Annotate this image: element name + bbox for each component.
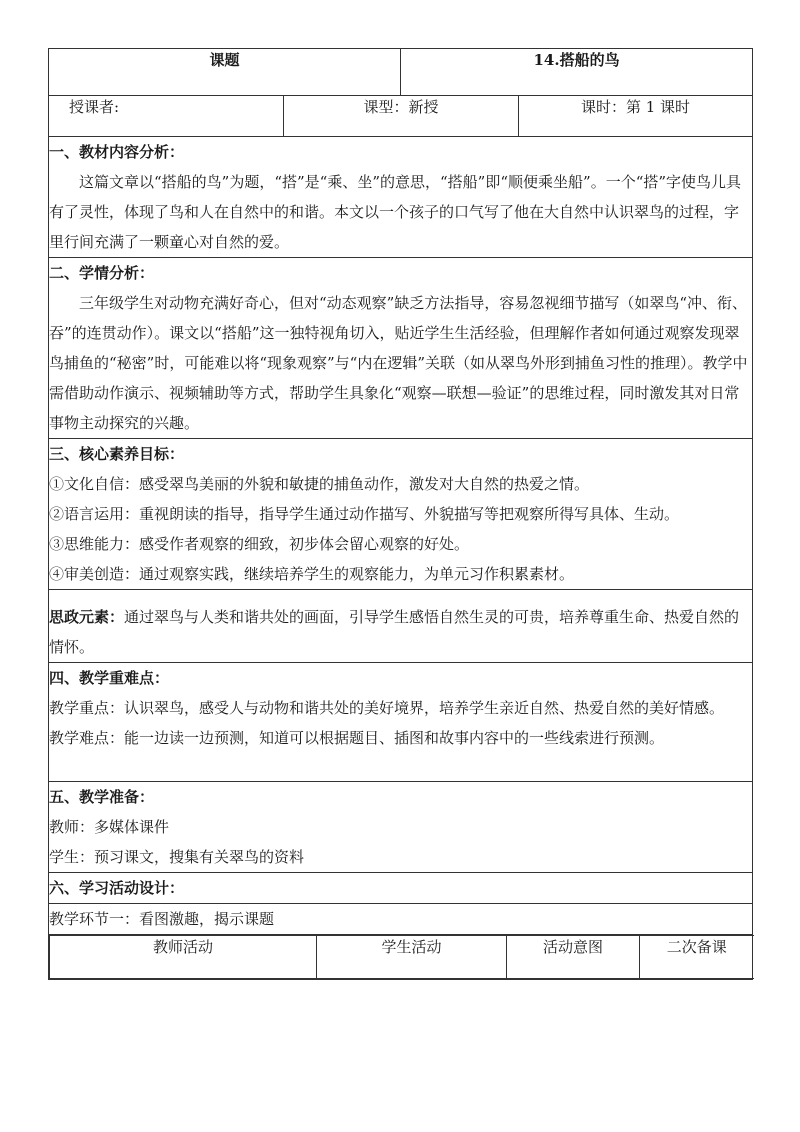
section-ideology [49, 590, 753, 663]
section-title: 五、教学准备： [49, 788, 155, 806]
lesson-plan-page [48, 48, 752, 980]
goal-item: ②语言运用：重视朗读的指导，指导学生通过动作描写、外貌描写等把观察所得写具体、生动。 [49, 505, 680, 523]
section-student-analysis [49, 258, 753, 439]
activity-columns-row [49, 935, 753, 980]
col-second-prep: 二次备课 [640, 936, 754, 979]
col-activity-intent: 活动意图 [507, 936, 640, 979]
section-core-goals [49, 439, 753, 590]
col-teacher-activity: 教师活动 [50, 936, 317, 979]
goal-item: ③思维能力：感受作者观察的细致，初步体会留心观察的好处。 [49, 535, 470, 553]
section-body: 这篇文章以“搭船的鸟”为题，“搭”是“乘、坐”的意思，“搭船”即“顺便乘坐船”。一个“搭”字使鸟儿具有了灵性，体现了鸟和人在自然中的和谐。本文以一个孩子的口气写了他在大自然中认识翠鸟的过程，字里行间充满了一颗童心对自然的爱。 [49, 173, 742, 251]
lesson-plan-table [48, 48, 753, 980]
meta-row [49, 96, 753, 137]
section-title: 六、学习活动设计： [49, 879, 185, 897]
section-material-analysis [49, 137, 753, 258]
section-body: 三年级学生对动物充满好奇心，但对“动态观察”缺乏方法指导，容易忽视细节描写（如翠鸟“冲、衔、吞”的连贯动作）。课文以“搭船”这一独特视角切入，贴近学生生活经验，但理解作者如何通过观察发现翠鸟捕鱼的“秘密”时，可能难以将“现象观察”与“内在逻辑”关联（如从翠鸟外形到捕鱼习性的推理）。教学中需借助动作演示、视频辅助等方式，帮助学生具象化“观察—联想—验证”的思维过程，同时激发其对日常事物主动探究的兴趣。 [49, 294, 748, 432]
student-prep: 学生：预习课文，搜集有关翠鸟的资料 [49, 848, 305, 866]
topic-label: 课题 [49, 49, 401, 96]
difficult-point: 教学难点：能一边读一边预测，知道可以根据题目、插图和故事内容中的一些线索进行预测。 [49, 729, 665, 747]
topic-value: 14.搭船的鸟 [401, 49, 753, 96]
section-title: 三、核心素养目标： [49, 445, 185, 463]
lesson-period-cell: 课时：第 1 课时 [519, 96, 753, 137]
teacher-prep: 教师：多媒体课件 [49, 818, 170, 836]
teacher-cell: 授课者: [49, 96, 284, 137]
col-student-activity: 学生活动 [317, 936, 507, 979]
section-title: 一、教材内容分析： [49, 143, 185, 161]
stage-row [49, 904, 753, 935]
section-activity-design [49, 873, 753, 904]
section-title: 思政元素： [49, 608, 125, 626]
lesson-type-cell: 课型：新授 [284, 96, 519, 137]
section-title: 二、学情分析： [49, 264, 155, 282]
section-key-difficult [49, 663, 753, 782]
goal-item: ④审美创造：通过观察实践，继续培养学生的观察能力，为单元习作积累素材。 [49, 565, 575, 583]
header-row [49, 49, 753, 96]
goal-item: ①文化自信：感受翠鸟美丽的外貌和敏捷的捕鱼动作，激发对大自然的热爱之情。 [49, 475, 590, 493]
section-body: 通过翠鸟与人类和谐共处的画面，引导学生感悟自然生灵的可贵，培养尊重生命、热爱自然的情怀。 [49, 608, 740, 656]
section-preparation [49, 782, 753, 873]
key-point: 教学重点：认识翠鸟，感受人与动物和谐共处的美好境界，培养学生亲近自然、热爱自然的美好情感。 [49, 699, 725, 717]
stage-title: 教学环节一：看图激趣，揭示课题 [49, 910, 275, 928]
activity-columns [49, 935, 754, 979]
section-title: 四、教学重难点： [49, 669, 170, 687]
